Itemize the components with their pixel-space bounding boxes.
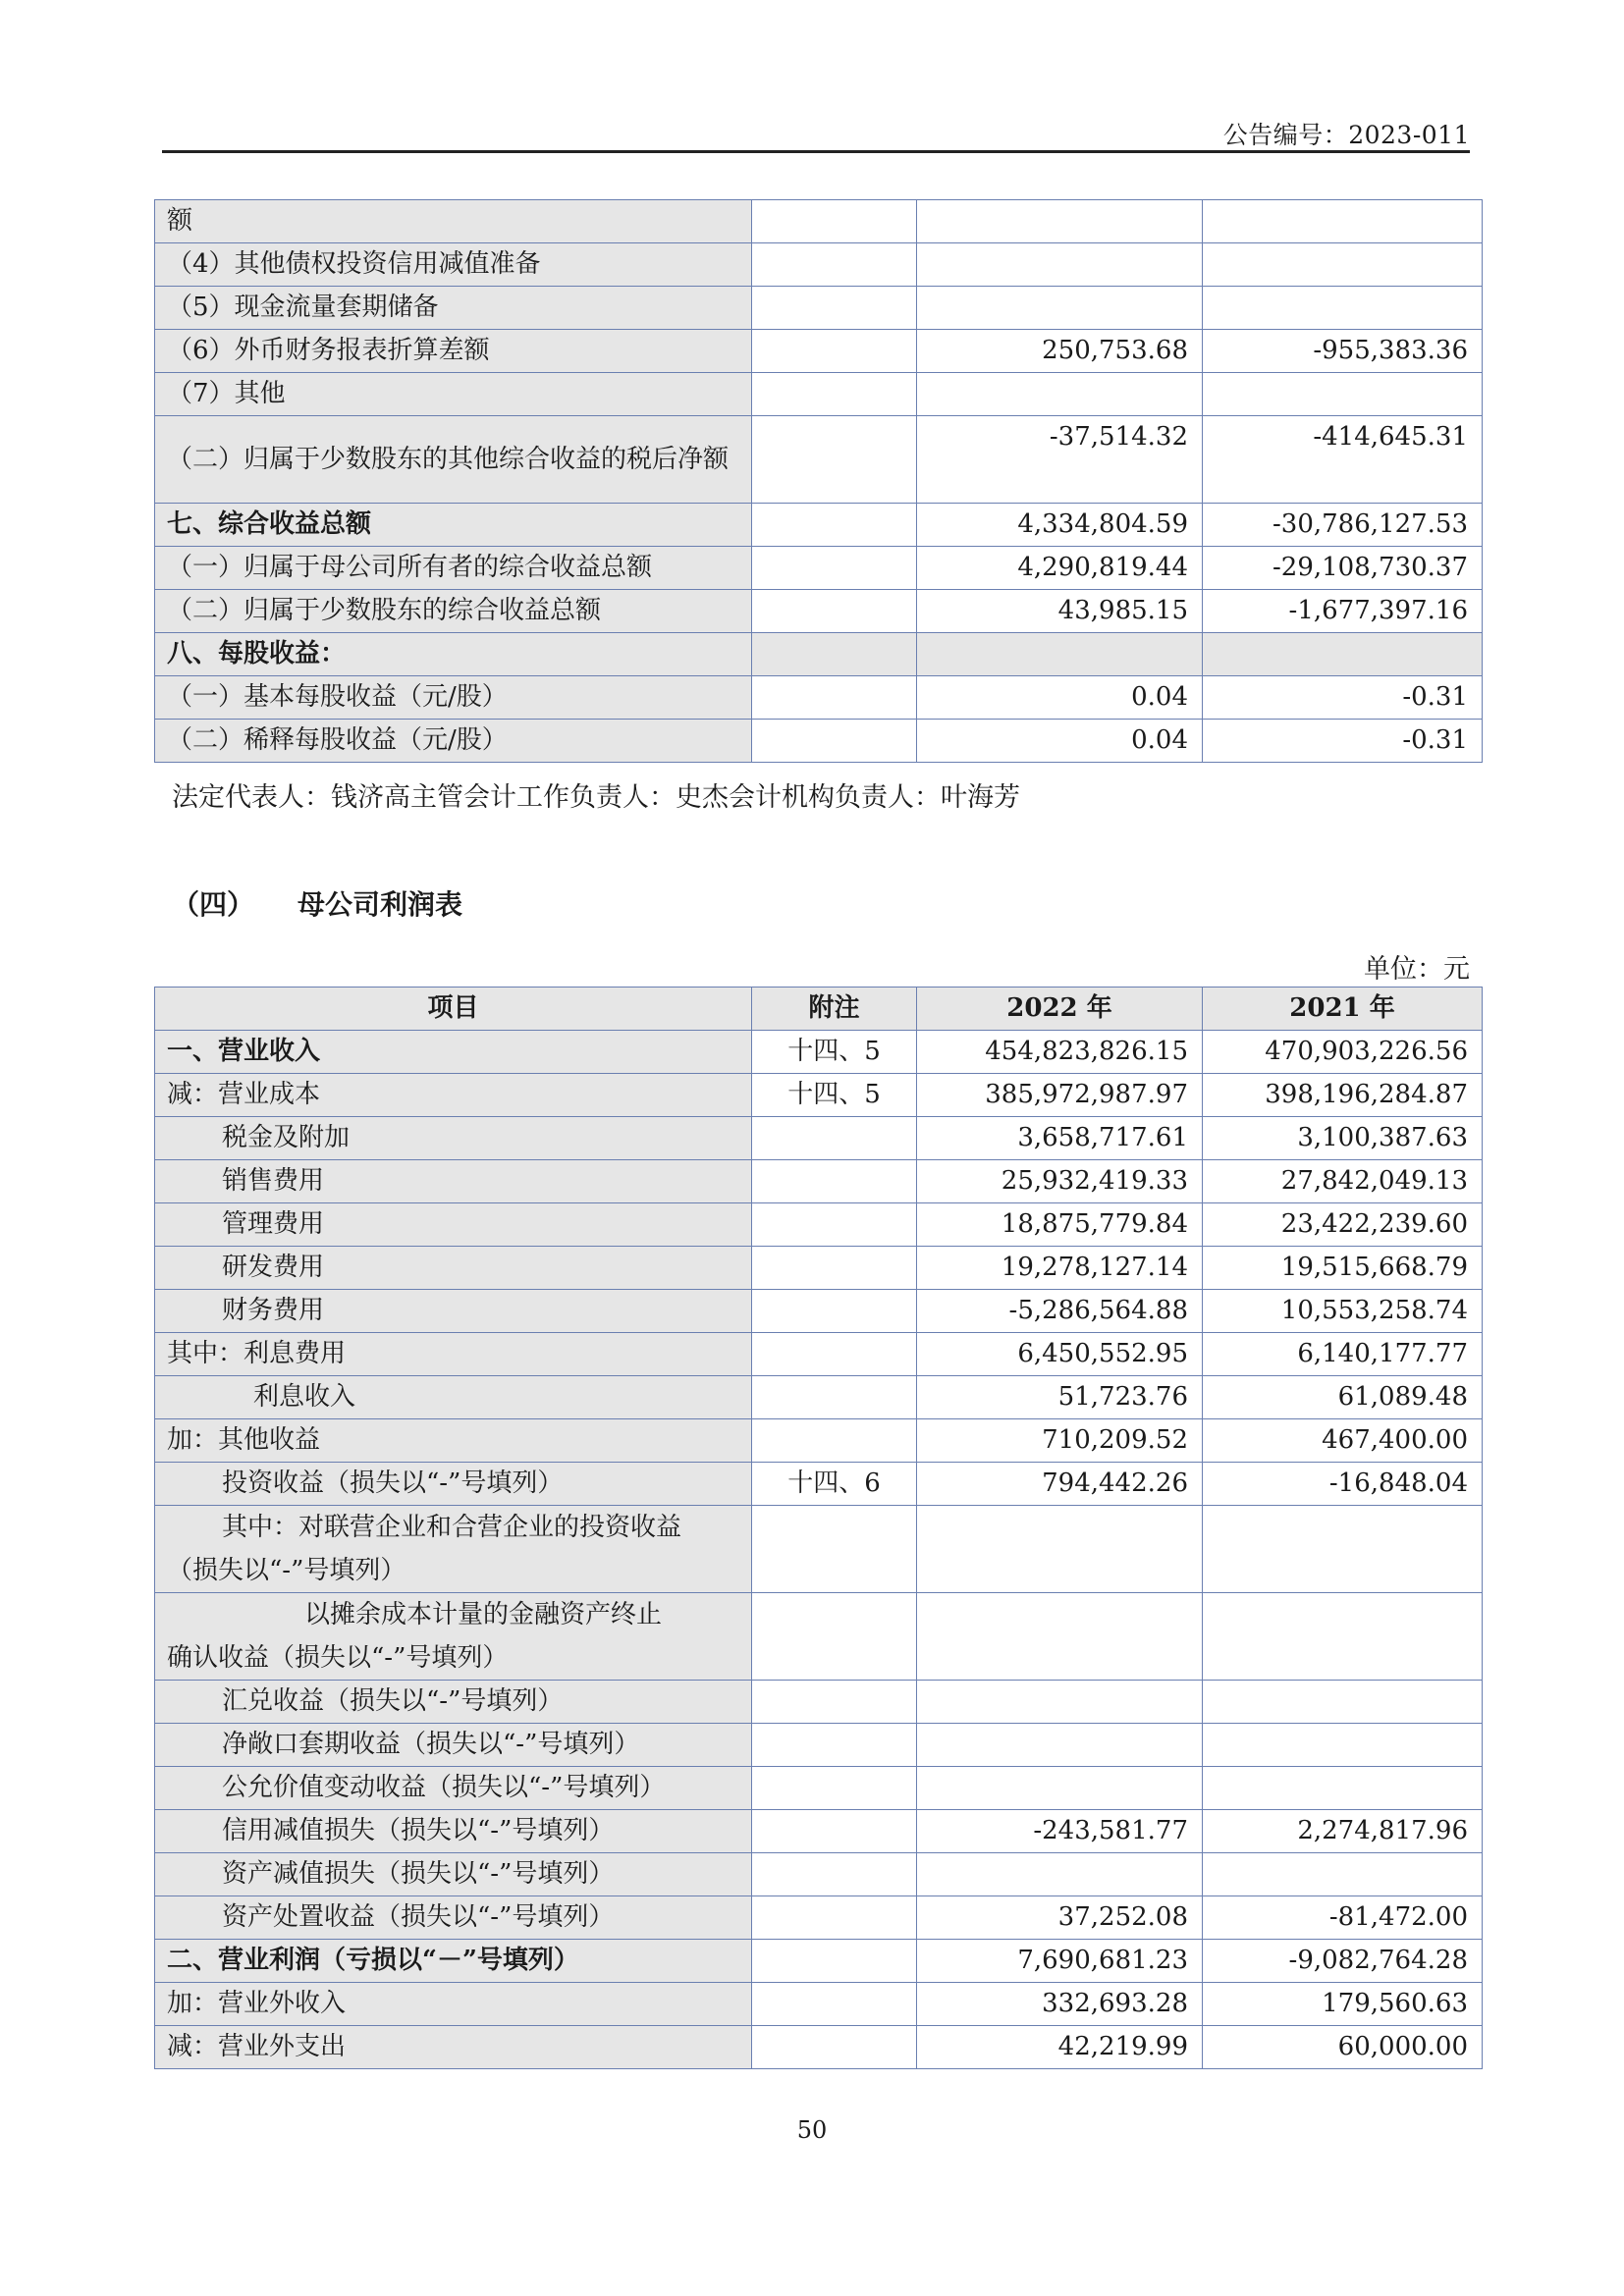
row-value-2021: 467,400.00 [1203,1419,1483,1463]
row-note [752,504,917,547]
row-value-2022: 19,278,127.14 [917,1247,1203,1290]
table-row [155,1247,1483,1290]
row-note [752,1117,917,1160]
row-note: 十四、5 [752,1031,917,1074]
row-value-2021 [1203,1506,1483,1593]
row-value-2022 [917,287,1203,330]
row-value-2021: -955,383.36 [1203,330,1483,373]
table-row [155,1724,1483,1767]
announcement-number: 公告编号：2023-011 [1222,121,1470,149]
row-item: 七、综合收益总额 [155,504,752,547]
row-item: 加：营业外收入 [155,1983,752,2026]
row-value-2021 [1203,200,1483,243]
table-row [155,373,1483,416]
table-row [155,1983,1483,2026]
row-value-2021: 10,553,258.74 [1203,1290,1483,1333]
table-row [155,1593,1483,1681]
row-value-2022 [917,373,1203,416]
header-note: 附注 [752,988,917,1031]
row-value-2021 [1203,633,1483,676]
row-item: 减：营业外支出 [155,2026,752,2069]
table-row [155,1333,1483,1376]
row-value-2021: 398,196,284.87 [1203,1074,1483,1117]
row-item: （二）归属于少数股东的综合收益总额 [155,590,752,633]
row-note [752,1896,917,1940]
row-item: 财务费用 [222,1296,325,1325]
row-value-2022: 385,972,987.97 [917,1074,1203,1117]
table-row [155,504,1483,547]
row-item: 投资收益（损失以“-”号填列） [222,1468,564,1498]
row-item: 销售费用 [222,1166,325,1196]
row-note [752,676,917,720]
row-note [752,590,917,633]
row-value-2022 [917,1853,1203,1896]
row-value-2021: -9,082,764.28 [1203,1940,1483,1983]
table-row [155,1506,1483,1593]
row-value-2021 [1203,1593,1483,1681]
table-row [155,1031,1483,1074]
table-row [155,633,1483,676]
row-note [752,1681,917,1724]
row-note [752,1853,917,1896]
row-item-cell [155,1247,752,1290]
row-item-cell [155,1724,752,1767]
table-row [155,547,1483,590]
parent-income-statement-table [154,987,1483,2069]
table-row [155,330,1483,373]
table-row [155,1117,1483,1160]
row-item: （一）基本每股收益（元/股） [155,676,752,720]
row-value-2022: 0.04 [917,676,1203,720]
row-value-2022: 3,658,717.61 [917,1117,1203,1160]
row-value-2021 [1203,1853,1483,1896]
row-item-cell [155,1681,752,1724]
row-note [752,1203,917,1247]
row-note [752,1767,917,1810]
row-value-2022 [917,1506,1203,1593]
row-item-line2: 确认收益（损失以“-”号填列） [167,1643,509,1673]
row-value-2022: 794,442.26 [917,1463,1203,1506]
table-row [155,1767,1483,1810]
row-note [752,1376,917,1419]
row-value-2021: 3,100,387.63 [1203,1117,1483,1160]
table-header-row [155,988,1483,1031]
row-value-2021: 27,842,049.13 [1203,1160,1483,1203]
row-item: 资产减值损失（损失以“-”号填列） [222,1859,615,1889]
row-value-2021: 23,422,239.60 [1203,1203,1483,1247]
row-note [752,1290,917,1333]
row-note [752,547,917,590]
row-note [752,373,917,416]
row-value-2021 [1203,1681,1483,1724]
row-value-2022 [917,1681,1203,1724]
table-row [155,1419,1483,1463]
row-item-line2: （损失以“-”号填列） [167,1556,406,1585]
row-value-2022: 4,290,819.44 [917,547,1203,590]
row-item: 八、每股收益： [155,633,752,676]
table-row [155,1463,1483,1506]
row-item: （7）其他 [155,373,752,416]
row-value-2021 [1203,287,1483,330]
row-item: 利息收入 [253,1382,356,1412]
row-value-2022: 4,334,804.59 [917,504,1203,547]
row-item: 其中：利息费用 [155,1333,752,1376]
row-item: 二、营业利润（亏损以“－”号填列） [155,1940,752,1983]
row-value-2022: 43,985.15 [917,590,1203,633]
row-note [752,1333,917,1376]
row-item-cell [155,1593,752,1681]
row-value-2022: 51,723.76 [917,1376,1203,1419]
table-row [155,1853,1483,1896]
row-value-2022: -37,514.32 [917,416,1203,504]
row-note [752,1419,917,1463]
row-value-2021: 2,274,817.96 [1203,1810,1483,1853]
row-note [752,2026,917,2069]
row-item: 加：其他收益 [155,1419,752,1463]
table-row [155,287,1483,330]
row-item-cell [155,1853,752,1896]
row-note [752,1593,917,1681]
row-item: （6）外币财务报表折算差额 [155,330,752,373]
row-value-2021: 179,560.63 [1203,1983,1483,2026]
row-value-2022: 454,823,826.15 [917,1031,1203,1074]
table-row [155,1681,1483,1724]
row-value-2021: 61,089.48 [1203,1376,1483,1419]
header-rule [162,150,1470,153]
row-note [752,1506,917,1593]
row-value-2021: -81,472.00 [1203,1896,1483,1940]
row-item-cell [155,1463,752,1506]
table-row [155,243,1483,287]
row-value-2022: 25,932,419.33 [917,1160,1203,1203]
row-value-2021 [1203,1767,1483,1810]
row-value-2022: 710,209.52 [917,1419,1203,1463]
section-number: （四） [172,888,255,921]
table-row [155,1160,1483,1203]
row-note [752,633,917,676]
row-value-2021: -0.31 [1203,676,1483,720]
row-item-cell [155,1117,752,1160]
row-item: 公允价值变动收益（损失以“-”号填列） [222,1773,666,1802]
row-value-2022: -243,581.77 [917,1810,1203,1853]
row-value-2022 [917,243,1203,287]
row-item: 信用减值损失（损失以“-”号填列） [222,1816,615,1845]
row-item-cell [155,1290,752,1333]
row-item: （二）稀释每股收益（元/股） [155,720,752,763]
row-item: 税金及附加 [222,1123,351,1152]
table-row [155,1074,1483,1117]
row-note [752,330,917,373]
row-value-2021: -0.31 [1203,720,1483,763]
row-item-cell [155,1767,752,1810]
section-title-text: 母公司利润表 [298,888,463,921]
table-row [155,1896,1483,1940]
row-item: 净敞口套期收益（损失以“-”号填列） [222,1730,640,1759]
row-value-2022: 250,753.68 [917,330,1203,373]
row-item: （5）现金流量套期储备 [155,287,752,330]
row-note [752,1983,917,2026]
row-value-2021: -1,677,397.16 [1203,590,1483,633]
row-note: 十四、5 [752,1074,917,1117]
row-note [752,1724,917,1767]
row-item: （4）其他债权投资信用减值准备 [155,243,752,287]
table-row [155,1203,1483,1247]
row-note [752,1940,917,1983]
row-item-cell [155,1376,752,1419]
row-value-2021: -29,108,730.37 [1203,547,1483,590]
unit-label: 单位：元 [1364,954,1470,985]
table-row [155,1376,1483,1419]
row-item: 汇兑收益（损失以“-”号填列） [222,1686,564,1716]
row-note [752,1810,917,1853]
row-item: 资产处置收益（损失以“-”号填列） [222,1902,615,1932]
row-value-2022 [917,1724,1203,1767]
row-value-2022: 0.04 [917,720,1203,763]
row-item: （一）归属于母公司所有者的综合收益总额 [155,547,752,590]
row-note [752,243,917,287]
row-value-2021 [1203,243,1483,287]
row-note: 十四、6 [752,1463,917,1506]
row-item: （二）归属于少数股东的其他综合收益的税后净额 [155,416,752,504]
row-note [752,1160,917,1203]
row-note [752,720,917,763]
row-note [752,287,917,330]
table-row [155,1810,1483,1853]
row-item-line1: 其中：对联营企业和合营企业的投资收益 [222,1513,682,1542]
table-row [155,1940,1483,1983]
row-item-line1: 以摊余成本计量的金融资产终止 [304,1600,663,1629]
row-item-cell [155,1160,752,1203]
table-row [155,720,1483,763]
row-value-2022: 7,690,681.23 [917,1940,1203,1983]
row-item: 研发费用 [222,1253,325,1282]
table-row [155,2026,1483,2069]
row-note [752,200,917,243]
row-value-2021: -414,645.31 [1203,416,1483,504]
row-item: 额 [155,200,752,243]
table-row [155,1290,1483,1333]
comprehensive-income-table-continued [154,199,1483,763]
row-item-cell [155,1896,752,1940]
header-item: 项目 [155,988,752,1031]
row-value-2021: 6,140,177.77 [1203,1333,1483,1376]
row-note [752,1247,917,1290]
section-title [172,883,462,923]
row-value-2022: 42,219.99 [917,2026,1203,2069]
row-value-2022: 37,252.08 [917,1896,1203,1940]
row-value-2021 [1203,1724,1483,1767]
row-item-cell [155,1506,752,1593]
row-value-2022 [917,1767,1203,1810]
row-item: 减：营业成本 [155,1074,752,1117]
page-number: 50 [796,2116,828,2144]
table-row [155,590,1483,633]
row-value-2022 [917,1593,1203,1681]
row-value-2021: -30,786,127.53 [1203,504,1483,547]
table-row [155,200,1483,243]
row-value-2022: 6,450,552.95 [917,1333,1203,1376]
row-item-cell [155,1203,752,1247]
signatories-line: 法定代表人：钱济高主管会计工作负责人：史杰会计机构负责人：叶海芳 [172,782,1020,813]
table-row [155,416,1483,504]
header-2021: 2021 年 [1203,988,1483,1031]
row-item: 管理费用 [222,1209,325,1239]
row-value-2021: -16,848.04 [1203,1463,1483,1506]
row-item: 一、营业收入 [155,1031,752,1074]
row-value-2022: -5,286,564.88 [917,1290,1203,1333]
table-row [155,676,1483,720]
header-2022: 2022 年 [917,988,1203,1031]
row-value-2022 [917,200,1203,243]
row-value-2021 [1203,373,1483,416]
row-value-2022: 332,693.28 [917,1983,1203,2026]
row-item-cell [155,1810,752,1853]
row-note [752,416,917,504]
row-value-2021: 470,903,226.56 [1203,1031,1483,1074]
row-value-2022 [917,633,1203,676]
row-value-2021: 19,515,668.79 [1203,1247,1483,1290]
row-value-2021: 60,000.00 [1203,2026,1483,2069]
row-value-2022: 18,875,779.84 [917,1203,1203,1247]
